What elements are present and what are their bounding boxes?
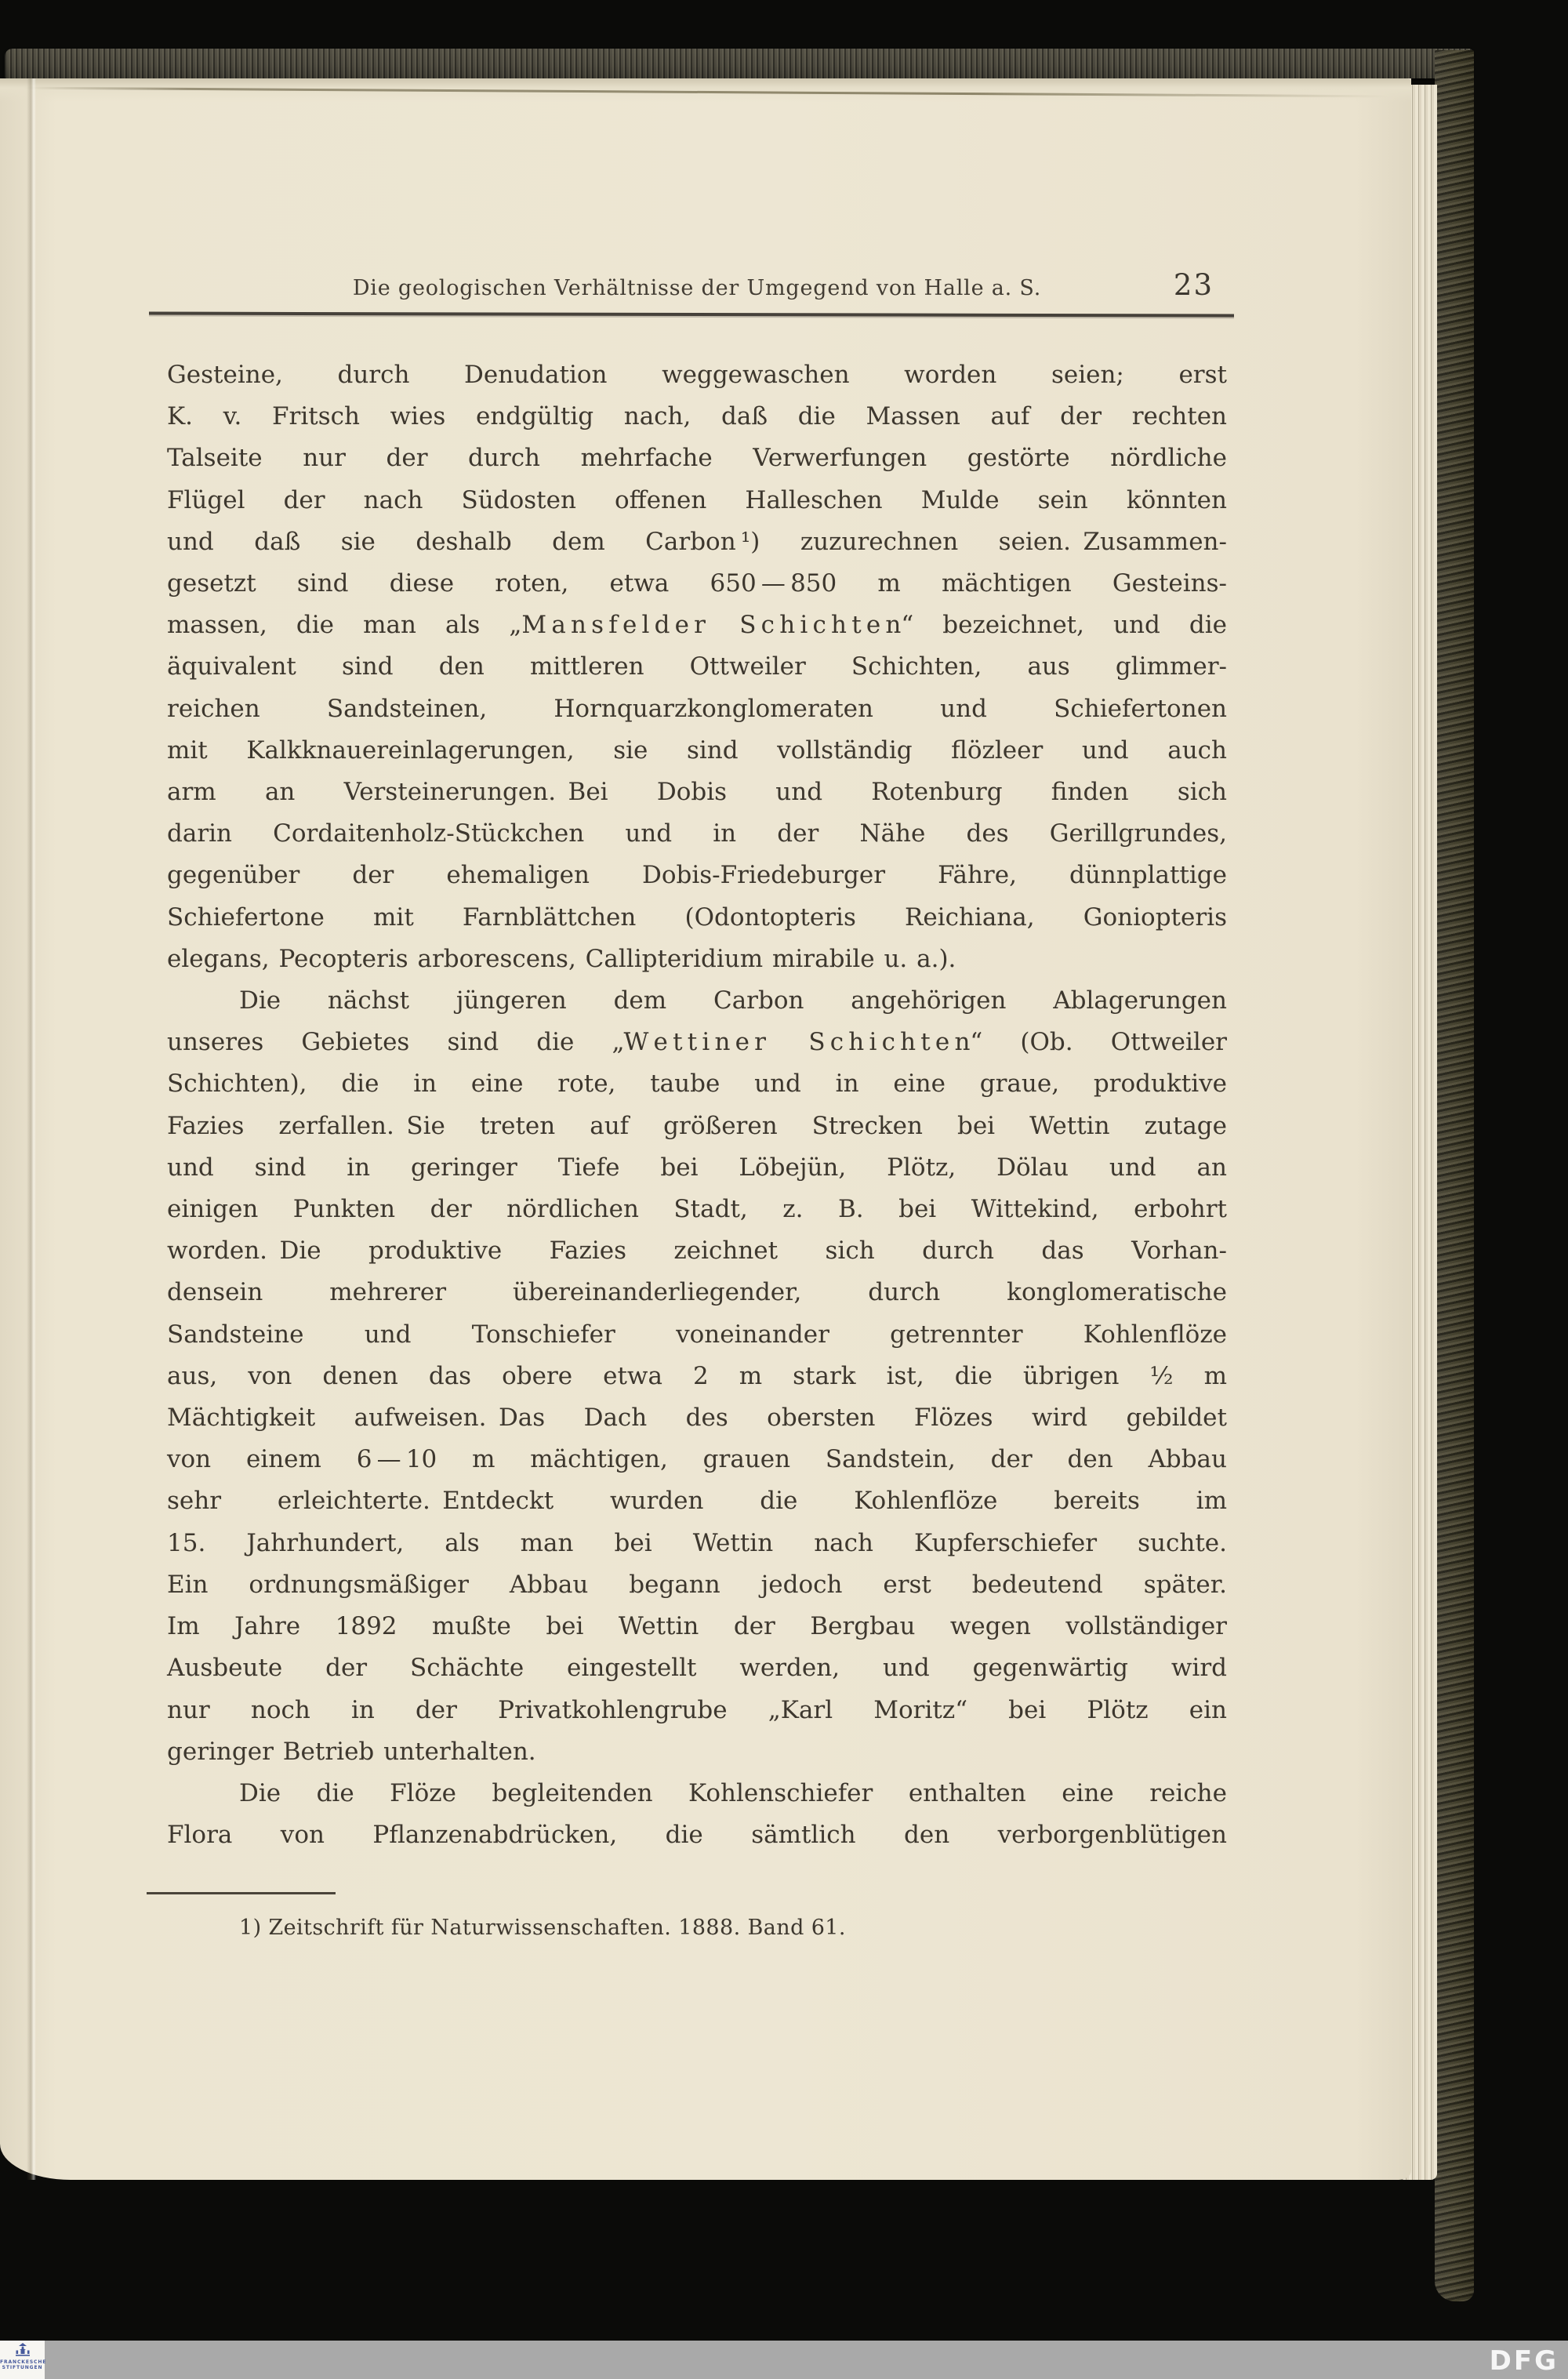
dfg-logo: DFG: [1489, 2345, 1559, 2377]
text-line: Flora von Pflanzenabdrücken, die sämtlich den verborgenblütigen: [167, 1821, 1227, 1850]
text-line: von einem 6 — 10 m mächtigen, grauen Sandstein, der den Abbau: [167, 1445, 1227, 1474]
text-line: K. v. Fritsch wies endgültig nach, daß die Massen auf der rechten: [167, 402, 1227, 431]
franckesche-emblem-icon: [13, 2343, 32, 2359]
text-line: Flügel der nach Südosten offenen Halleschen Mulde sein könnten: [167, 485, 1227, 514]
text-line: massen, die man als „M a n s f e l d e r S c h i c h t e n“ bezeichnet, und die: [167, 611, 1227, 640]
franckesche-stiftungen-stamp: [0, 2341, 45, 2379]
text-line: einigen Punkten der nördlichen Stadt, z. B. bei Wittekind, erbohrt: [167, 1195, 1227, 1224]
text-line: 15. Jahrhundert, als man bei Wettin nach Kupferschiefer suchte.: [167, 1528, 1227, 1557]
text-line: unseres Gebietes sind die „W e t t i n e r S c h i c h t e n“ (Ob. Ottweiler: [167, 1028, 1227, 1057]
book-cover-top-edge: [5, 49, 1472, 78]
running-title: Die geologischen Verhältnisse der Umgegend von Halle a. S.: [352, 276, 1042, 300]
text-line: Die nächst jüngeren dem Carbon angehörigen Ablagerungen: [239, 986, 1227, 1015]
text-line: aus, von denen das obere etwa 2 m stark ist, die übrigen ½ m: [167, 1361, 1227, 1390]
body-text: [167, 354, 1227, 1856]
text-line: nur noch in der Privatkohlengrube „Karl Moritz“ bei Plötz ein: [167, 1695, 1227, 1724]
page-number: 23: [1173, 268, 1214, 302]
text-line: darin Cordaitenholz-Stückchen und in der Nähe des Gerillgrundes,: [167, 819, 1227, 848]
text-line: und daß sie deshalb dem Carbon ¹) zuzurechnen seien. Zusammen-: [167, 527, 1227, 556]
text-line: densein mehrerer übereinanderliegender, durch konglomeratische: [167, 1278, 1227, 1307]
text-line: arm an Versteinerungen. Bei Dobis und Rotenburg finden sich: [167, 778, 1227, 807]
footnote-rule: [147, 1892, 336, 1894]
running-head: [167, 268, 1227, 309]
text-line: Gesteine, durch Denudation weggewaschen worden seien; erst: [167, 361, 1227, 389]
book-page: [0, 78, 1411, 2180]
text-line: äquivalent sind den mittleren Ottweiler Schichten, aus glimmer-: [167, 652, 1227, 681]
text-line: worden. Die produktive Fazies zeichnet sich durch das Vorhan-: [167, 1237, 1227, 1266]
stamp-text-line1: FRANCKESCHE: [0, 2359, 47, 2365]
header-rule: [149, 312, 1234, 318]
text-line: Ein ordnungsmäßiger Abbau begann jedoch erst bedeutend später.: [167, 1570, 1227, 1599]
text-line: Die die Flöze begleitenden Kohlenschiefer enthalten eine reiche: [239, 1778, 1227, 1807]
text-line: Im Jahre 1892 mußte bei Wettin der Bergbau wegen vollständiger: [167, 1612, 1227, 1641]
text-line: und sind in geringer Tiefe bei Löbejün, Plötz, Dölau und an: [167, 1153, 1227, 1182]
text-line: Schiefertone mit Farnblättchen (Odontopteris Reichiana, Goniopteris: [167, 903, 1227, 932]
text-line: sehr erleichterte. Entdeckt wurden die Kohlenflöze bereits im: [167, 1487, 1227, 1516]
text-line: gesetzt sind diese roten, etwa 650 — 850 m mächtigen Gesteins-: [167, 569, 1227, 598]
text-line: Mächtigkeit aufweisen. Das Dach des obersten Flözes wird gebildet: [167, 1404, 1227, 1433]
text-line: reichen Sandsteinen, Hornquarzkonglomeraten und Schiefertonen: [167, 694, 1227, 723]
text-line: Sandsteine und Tonschiefer voneinander getrennter Kohlenflöze: [167, 1320, 1227, 1349]
text-line: Fazies zerfallen. Sie treten auf größeren Strecken bei Wettin zutage: [167, 1111, 1227, 1140]
text-line: Schichten), die in eine rote, taube und in eine graue, produktive: [167, 1070, 1227, 1099]
text-line: gegenüber der ehemaligen Dobis-Friedeburger Fähre, dünnplattige: [167, 861, 1227, 890]
footnote: 1) Zeitschrift für Naturwissenschaften. 1888. Band 61.: [239, 1916, 846, 1940]
text-line: Talseite nur der durch mehrfache Verwerfungen gestörte nördliche: [167, 444, 1227, 473]
text-line: Ausbeute der Schächte eingestellt werden, und gegenwärtig wird: [167, 1654, 1227, 1683]
page-gutter-crease: [27, 78, 36, 2180]
text-line: geringer Betrieb unterhalten.: [167, 1737, 536, 1766]
book-cover-right-edge: [1435, 50, 1474, 2301]
text-line: mit Kalkknauereinlagerungen, sie sind vollständig flözleer und auch: [167, 735, 1227, 765]
text-line: elegans, Pecopteris arborescens, Callipteridium mirabile u. a.).: [167, 944, 956, 973]
stamp-text-line2: STIFTUNGEN: [2, 2365, 43, 2370]
scan-footer-bar: [0, 2341, 1568, 2379]
